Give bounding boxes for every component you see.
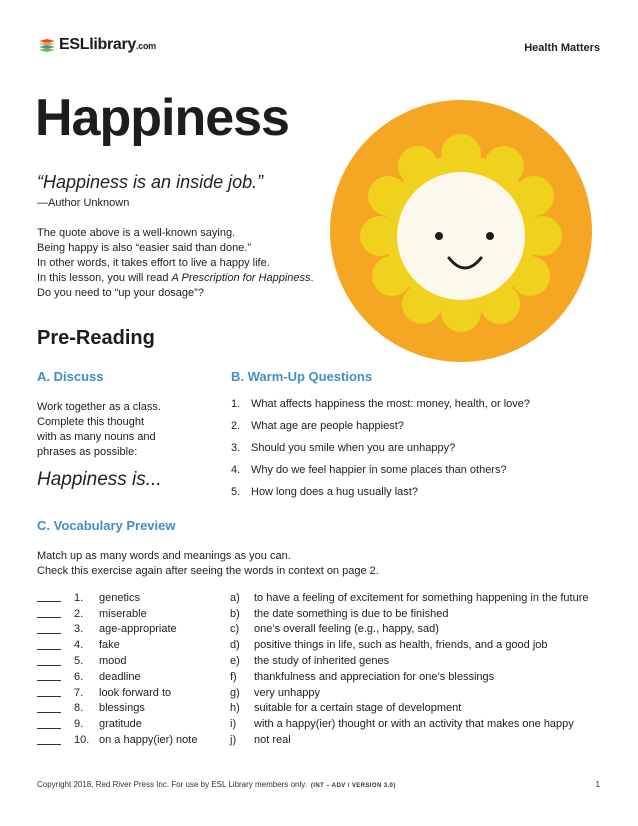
discuss-line: Work together as a class. <box>37 401 161 413</box>
discuss-line: Complete this thought <box>37 416 145 428</box>
intro-paragraph <box>37 226 314 301</box>
footer-copyright: Copyright 2018, Red River Press Inc. For use by ESL Library members only. (INT – ADV / VERSION 3.0) <box>37 780 396 789</box>
book-stack-icon <box>38 37 56 53</box>
answer-blank[interactable] <box>37 688 61 697</box>
discuss-line: with as many nouns and <box>37 431 156 443</box>
intro-line: Do you need to “up your dosage”? <box>37 287 204 299</box>
vocab-match-list <box>37 590 589 748</box>
version-code: (INT – ADV / VERSION 3.0) <box>310 783 396 789</box>
answer-blank[interactable] <box>37 672 61 681</box>
vocab-instruction-line: Check this exercise again after seeing the words in context on page 2. <box>37 565 379 577</box>
vocab-heading: C. Vocabulary Preview <box>37 518 176 533</box>
topic-label: Health Matters <box>524 42 600 54</box>
warmup-question: 4. Why do we feel happier in some places than others? <box>231 464 507 476</box>
vocab-row: 5. mood e) the study of inherited genes <box>37 653 589 669</box>
vocab-row: 10. on a happy(ier) note j) not real <box>37 732 589 748</box>
warmup-question: 2. What age are people happiest? <box>231 420 404 432</box>
page-title: Happiness <box>35 89 289 147</box>
esl-library-logo <box>38 36 156 54</box>
discuss-line: phrases as possible: <box>37 446 138 458</box>
vocab-instruction-line: Match up as many words and meanings as you can. <box>37 550 291 562</box>
discuss-prompt: Happiness is... <box>37 469 162 490</box>
vocab-row: 3. age-appropriate c) one’s overall feeling (e.g., happy, sad) <box>37 622 589 638</box>
warmup-question: 3. Should you smile when you are unhappy? <box>231 442 456 454</box>
page-number: 1 <box>595 780 600 789</box>
intro-line: In this lesson, you will read A Prescription for Happiness. <box>37 272 314 284</box>
logo-text: ESLlibrary.com <box>59 36 156 53</box>
vocab-row: 4. fake d) positive things in life, such as health, friends, and a good job <box>37 637 589 653</box>
quote-author: —Author Unknown <box>37 197 130 209</box>
vocab-row: 2. miserable b) the date something is due to be finished <box>37 606 589 622</box>
warmup-heading: B. Warm-Up Questions <box>231 369 373 384</box>
answer-blank[interactable] <box>37 720 61 729</box>
answer-blank[interactable] <box>37 641 61 650</box>
vocab-row: 1. genetics a) to have a feeling of excitement for something happening in the future <box>37 590 589 606</box>
sun-right-eye <box>486 232 494 240</box>
vocab-row: 6. deadline f) thankfulness and appreciation for one’s blessings <box>37 669 589 685</box>
warmup-question: 1. What affects happiness the most: money, health, or love? <box>231 398 531 410</box>
intro-line: The quote above is a well-known saying. <box>37 227 236 239</box>
vocab-row: 9. gratitude i) with a happy(ier) thought or with an activity that makes one happy <box>37 716 589 732</box>
warmup-question: 5. How long does a hug usually last? <box>231 486 418 498</box>
intro-line: Being happy is also “easier said than done.” <box>37 242 252 254</box>
intro-line: In other words, it takes effort to live a happy life. <box>37 257 270 269</box>
answer-blank[interactable] <box>37 625 61 634</box>
warmup-questions-list <box>231 398 530 508</box>
pre-reading-heading: Pre-Reading <box>37 327 155 349</box>
answer-blank[interactable] <box>37 657 61 666</box>
vocab-row: 8. blessings h) suitable for a certain stage of development <box>37 701 589 717</box>
answer-blank[interactable] <box>37 609 61 618</box>
quote-text: “Happiness is an inside job.” <box>37 172 264 192</box>
sun-left-eye <box>435 232 443 240</box>
answer-blank[interactable] <box>37 704 61 713</box>
vocab-row: 7. look forward to g) very unhappy <box>37 685 589 701</box>
smiling-sun-icon <box>330 96 592 366</box>
answer-blank[interactable] <box>37 736 61 745</box>
vocab-instructions <box>37 549 379 579</box>
sun-face <box>397 172 525 300</box>
answer-blank[interactable] <box>37 593 61 602</box>
discuss-instructions <box>37 400 161 460</box>
discuss-heading: A. Discuss <box>37 369 104 384</box>
